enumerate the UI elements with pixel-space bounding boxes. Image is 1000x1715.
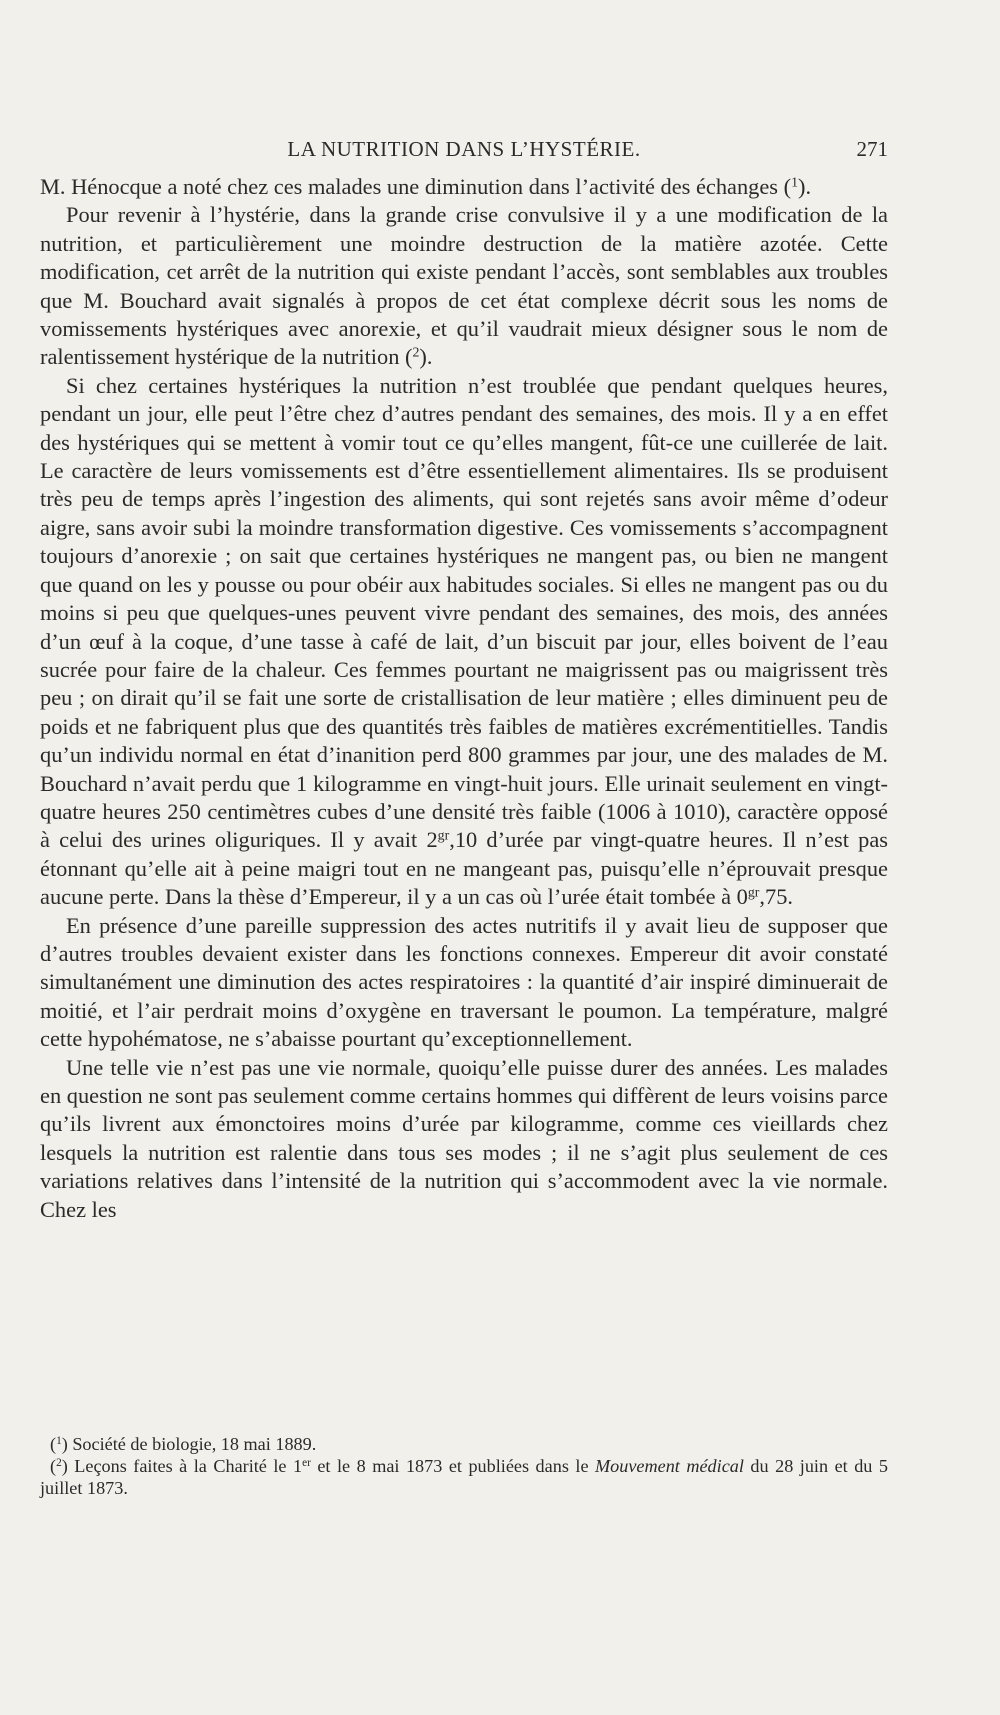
paragraph-2-text: Pour revenir à l’hystérie, dans la grande crise convulsive il y a une modification de la nutrition, et particulièrement une moindre destruction de la matière azotée. Cette modification, cet arrêt de la nutrition qui existe pendant l’accès, sont semblables aux troubles que M. Bouchard avait signalés à propos de cet état complexe décrit sous les noms de vomissements hystériques avec anorexie, et qu’il vaudrait mieux désigner sous le nom de ralentissement hystérique de la nutrition ( [40,202,888,370]
footnote-ref-1: 1 [791,175,798,191]
paragraph-2 [40,201,888,371]
footnote-2: ($^2$) Leçons faites à la Charité le 1er et le 8 mai 1873 et publiées dans le Mouvement médical du 28 juin et du 5 juillet 1873. [40,1456,888,1498]
footnote-2-mark: 2 [56,1456,62,1469]
footnote-2-ordinal: er [302,1456,311,1469]
body-text [40,173,888,1224]
footnote-1-text: Société de biologie, 18 mai 1889. [67,1434,317,1454]
paragraph-3-text-mid: ,10 d’urée par vingt-quatre heures. Il n’est pas étonnant qu’elle ait à peine maigri tout en ne mangeant pas, puisqu’elle n’éprouvait presque aucune perte. Dans la thèse d’Empereur, il y a un cas où l’urée était tombée à 0 [40,827,889,910]
running-head: LA NUTRITION DANS L’HYSTÉRIE. [287,137,641,161]
paragraph-3 [40,372,888,912]
page-number: 271 [856,137,888,161]
paragraph-5: Une telle vie n’est pas une vie normale, quoiqu’elle puisse durer des années. Les malades en question ne sont pas seulement comme certains hommes qui diffèrent de leurs voisins parce qu’ils livrent aux émonctoires moins d’urée par kilogramme, comme ces vieillards chez lesquels la nutrition est ralentie dans tous ses modes ; il ne s’agit plus seulement de ces variations relatives dans l’intensité de la nutrition qui s’accommodent avec la vie normale. Chez les [40,1054,888,1222]
paragraph-1-text: M. Hénocque a noté chez ces malades une diminution dans l’activité des échanges ( [40,174,792,199]
footnote-ref-2: 2 [412,345,420,361]
paragraph-4: En présence d’une pareille suppression des actes nutritifs il y avait lieu de supposer que d’autres troubles devaient exister dans les fonctions connexes. Empereur dit avoir constaté simultanément une diminution des actes respiratoires : la quantité d’air inspiré diminuerait de moitié, et l’air perdrait moins d’oxygène en traversant le poumon. La température, malgré cette hypohématose, ne s’abaisse pourtant qu’exceptionnellement. [40,912,888,1052]
journal-title: Mouvement médical [595,1456,744,1476]
paragraph-2-text-end: ). [419,344,433,370]
paragraph-1-text-end: ). [798,174,812,199]
footnote-1-mark: 1 [56,1434,62,1447]
unit-grams-2: gr [747,885,760,901]
footnotes [40,1433,888,1499]
footnote-2-text: Leçons faites à la Charité le 1 [67,1456,303,1476]
footnote-2-text-end: du 28 juin et du 5 juillet 1873. [40,1456,888,1498]
unit-grams-1: gr [437,828,450,844]
footnote-1: ($^1$) Société de biologie, 18 mai 1889. [50,1434,317,1454]
paragraph-3-text: Si chez certaines hystériques la nutrition n’est troublée que pendant quelques heures, pendant un jour, elle peut l’être chez d’autres pendant des semaines, des mois. Il y a en effet des hystériques qui se mettent à vomir tout ce qu’elles mangent, fût-ce une cuillerée de lait. Le caractère de leurs vomissements est d’être essentiellement alimentaires. Ils se produisent très peu de temps après l’ingestion des aliments, qui sont rejetés sans avoir même d’odeur aigre, sans avoir subi la moindre transformation digestive. Ces vomissements s’accompagnent toujours d’anorexie ; on sait que certaines hystériques ne mangent pas, ou bien ne mangent que quand on les y pousse ou pour obéir aux habitudes sociales. Si elles ne mangent pas ou du moins si peu que quelques-unes peuvent vivre pendant des semaines, des mois, des années d’un œuf à la coque, d’une tasse à café de lait, d’un biscuit par jour, elles boivent de l’eau sucrée pour faire de la chaleur. Ces femmes pourtant ne maigrissent pas ou maigrissent très peu ; on dirait qu’il se fait une sorte de cristallisation de leur matière ; elles diminuent peu de poids et ne fabriquent plus que des quantités très faibles de matières excrémentitielles. Tandis qu’un individu normal en état d’inanition perd 800 grammes par jour, une des malades de M. Bouchard n’avait perdu que 1 kilogramme en vingt-huit jours. Elle urinait seulement en vingt-quatre heures 250 centimètres cubes d’une densité très faible (1006 à 1010), caractère opposé à celui des urines oliguriques. Il y avait 2 [40,372,888,853]
footnote-2-text-mid: et le 8 mai 1873 et publiées dans le [310,1456,596,1476]
paragraph-3-text-end: ,75. [759,884,793,910]
paragraph-1 [40,173,888,201]
page-header [40,137,888,165]
